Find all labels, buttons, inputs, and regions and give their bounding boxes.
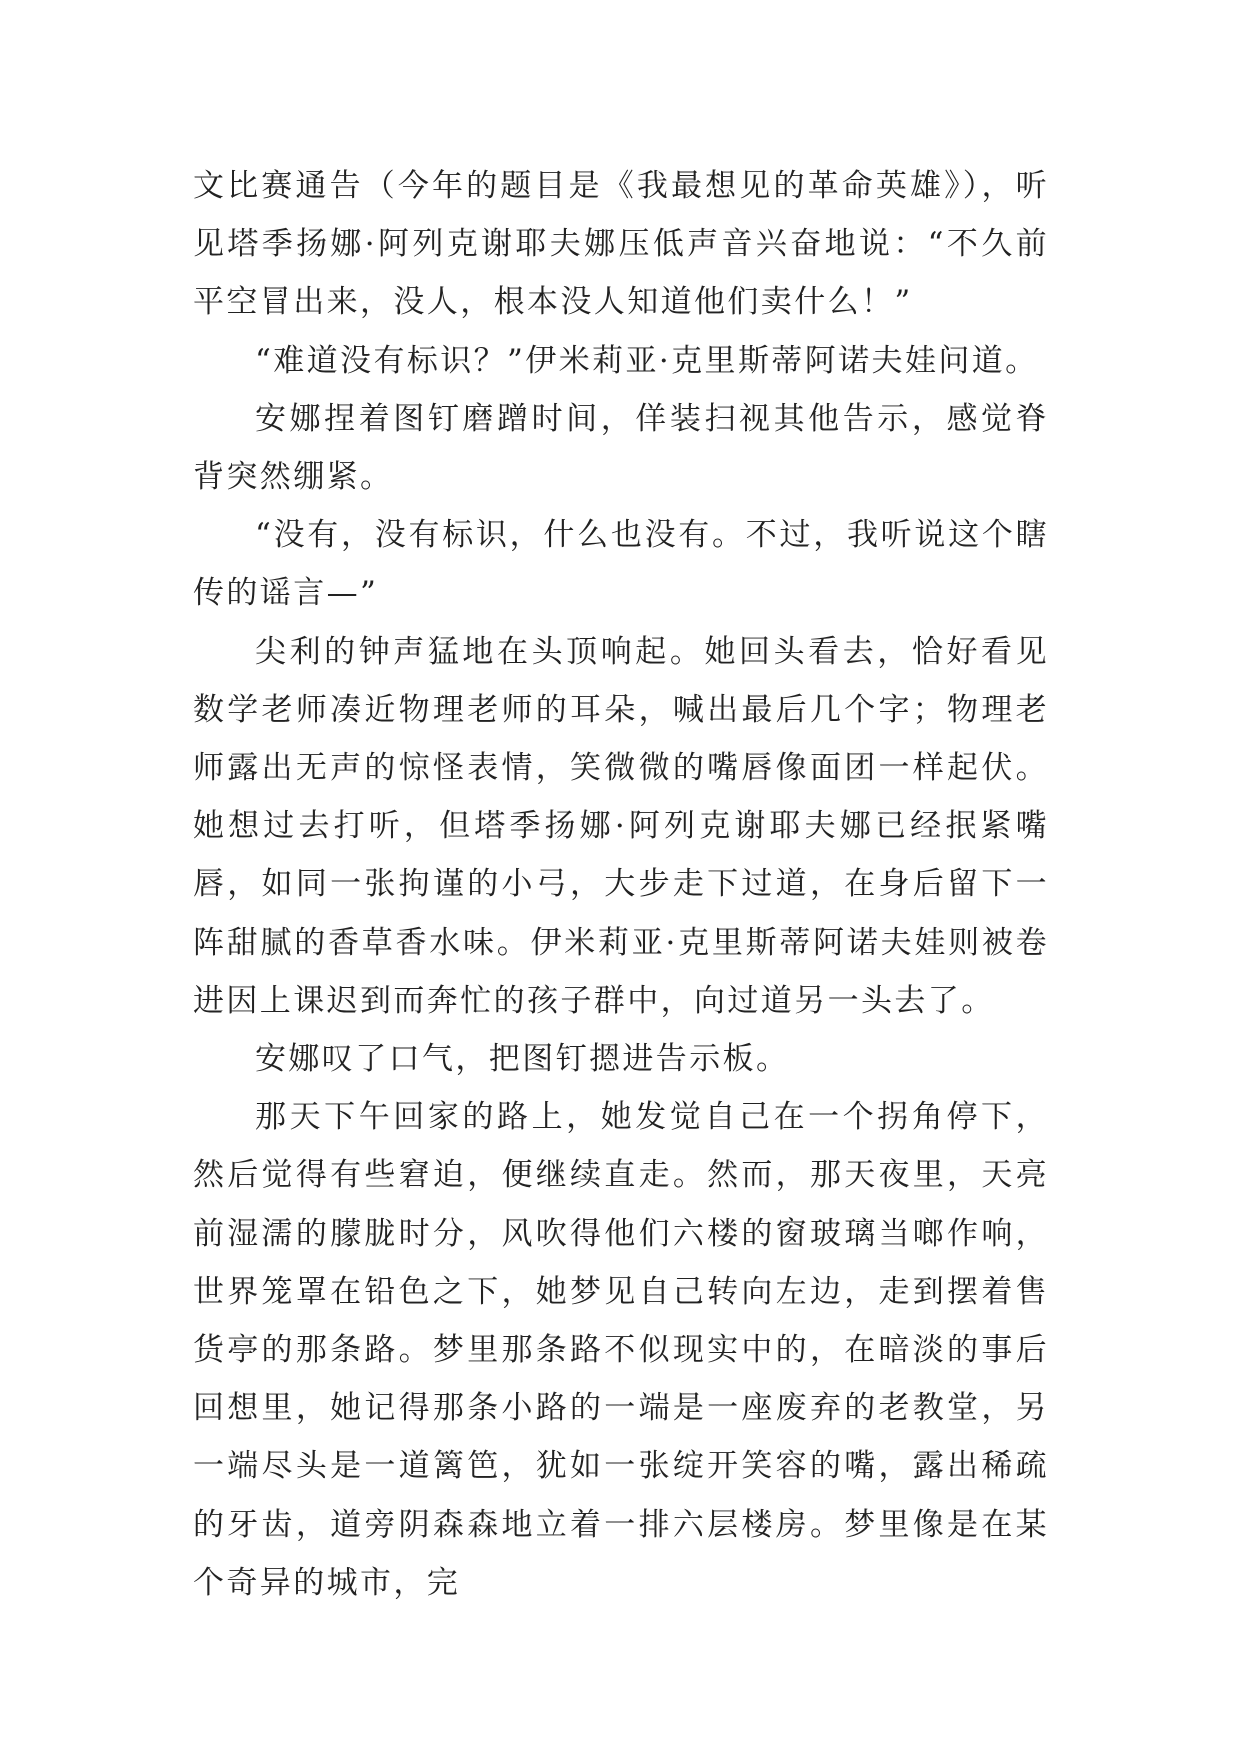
paragraph-1: 文比赛通告（今年的题目是《我最想见的革命英雄》），听见塔季扬娜·阿列克谢耶夫娜压低声音兴奋地说：“不久前平空冒出来，没人，根本没人知道他们卖什么！” xyxy=(193,168,1049,321)
paragraph-7: 那天下午回家的路上，她发觉自己在一个拐角停下，然后觉得有些窘迫，便继续直走。然而，那天夜里，天亮前湿濡的朦胧时分，风吹得他们六楼的窗玻璃当啷作响，世界笼罩在铅色之下，她梦见自己转向左边，走到摆着售货亭的那条路。梦里那条路不似现实中的，在暗淡的事后回想里，她记得那条小路的一端是一座废弃的老教堂，另一端尽头是一道篱笆，犹如一张绽开笑容的嘴，露出稀疏的牙齿，道旁阴森森地立着一排六层楼房。梦里像是在某个奇异的城市，完 xyxy=(193,1099,1049,1601)
paragraph-2: “难道没有标识？”伊米莉亚·克里斯蒂阿诺夫娃问道。 xyxy=(255,342,1039,379)
body-text xyxy=(193,157,1049,1612)
paragraph-3: 安娜捏着图钉磨蹭时间，佯装扫视其他告示，感觉脊背突然绷紧。 xyxy=(193,400,1049,496)
paragraph-4: “没有，没有标识，什么也没有。不过，我听说这个瞎传的谣言—” xyxy=(193,517,1049,612)
paragraph-5: 尖利的钟声猛地在头顶响起。她回头看去，恰好看见数学老师凑近物理老师的耳朵，喊出最后几个字；物理老师露出无声的惊怪表情，笑微微的嘴唇像面团一样起伏。她想过去打听，但塔季扬娜·阿列克谢耶夫娜已经抿紧嘴唇，如同一张拘谨的小弓，大步走下过道，在身后留下一阵甜腻的香草香水味。伊米莉亚·克里斯蒂阿诺夫娃则被卷进因上课迟到而奔忙的孩子群中，向过道另一头去了。 xyxy=(193,633,1049,1019)
paragraph-6: 安娜叹了口气，把图钉摁进告示板。 xyxy=(255,1041,790,1078)
